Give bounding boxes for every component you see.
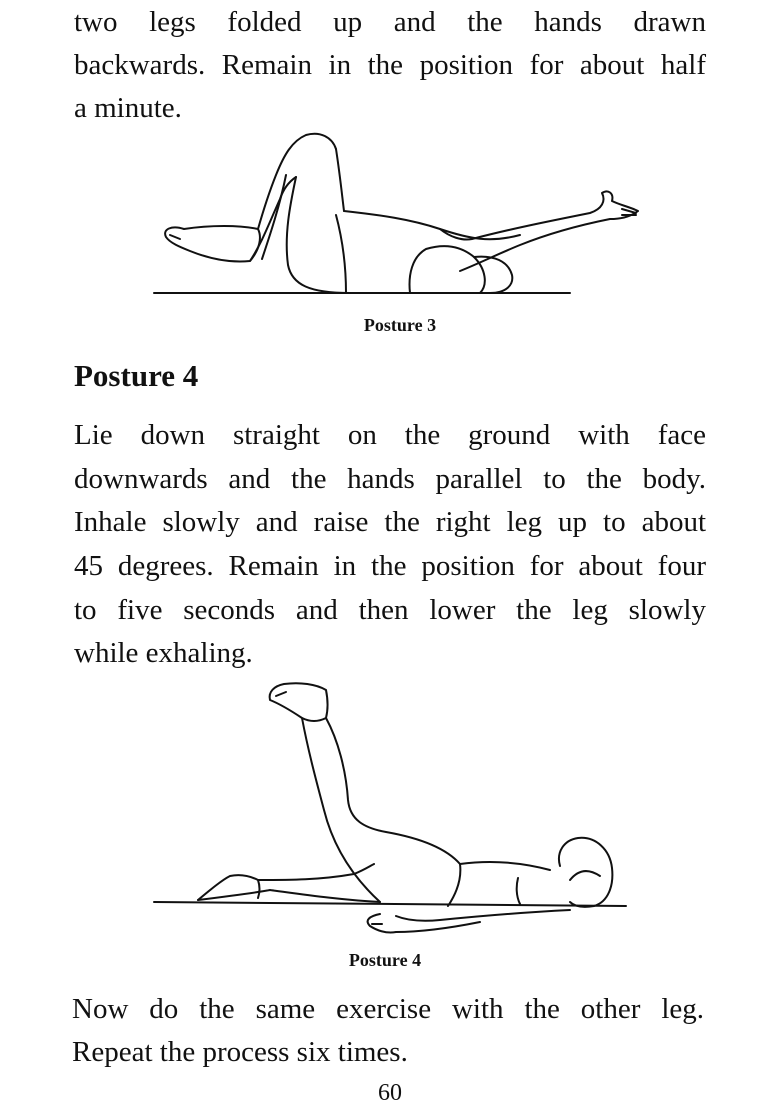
page-number: 60 [378, 1080, 402, 1106]
text-line: Now do the same exercise with the other leg. [72, 993, 704, 1025]
section-heading: Posture 4 [74, 358, 199, 393]
text-line: Repeat the process six times. [72, 1036, 408, 1068]
text-line: to five seconds and then lower the leg slowly [74, 594, 706, 626]
figure-caption: Posture 3 [363, 315, 437, 335]
figure-posture-3 [150, 125, 650, 335]
posture-3-illustration [150, 125, 650, 300]
posture-4-illustration [150, 680, 630, 940]
text-line: Inhale slowly and raise the right leg up to about [74, 506, 706, 538]
text-line: Lie down straight on the ground with face [74, 419, 706, 451]
figure-caption: Posture 4 [348, 950, 422, 970]
text-line: downwards and the hands parallel to the body. [74, 463, 706, 495]
figure-posture-4 [150, 680, 630, 970]
text-line: two legs folded up and the hands drawn [74, 6, 706, 38]
text-line: a minute. [74, 92, 182, 124]
text-line: backwards. Remain in the position for about half [74, 49, 706, 81]
text-line: 45 degrees. Remain in the position for about four [74, 550, 706, 582]
text-line: while exhaling. [74, 637, 253, 669]
